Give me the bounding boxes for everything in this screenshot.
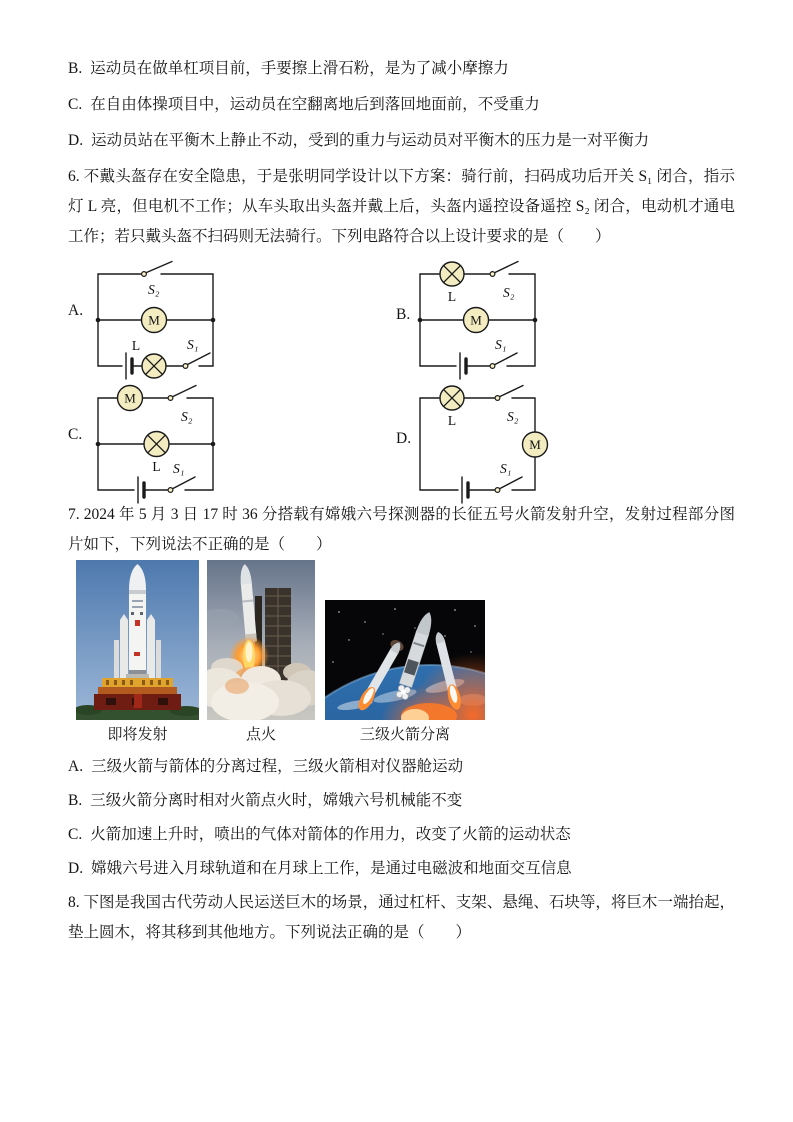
lamp-label: L [131, 338, 141, 353]
q5-option-d [68, 126, 735, 156]
smoke-clouds [207, 658, 315, 720]
junction-dot [533, 318, 538, 323]
option-label: D. [68, 132, 84, 149]
caption-stage-separation: 三级火箭分离 [359, 727, 450, 743]
circuit-diagram-d [408, 384, 558, 504]
option-text: 嫦娥六号进入月球轨道和在月球上工作，是通过电磁波和地面交互信息 [91, 860, 572, 877]
motor-symbol [464, 308, 489, 333]
photo-rocket-prelaunch [76, 560, 199, 720]
switch-terminal [168, 396, 173, 401]
switch-top-label: S₂ [148, 282, 160, 297]
q5-option-b [68, 54, 735, 84]
lamp-symbol [440, 386, 464, 410]
circuit-c-label: C. [68, 426, 83, 443]
motor-symbol [142, 308, 167, 333]
circuit-a-label: A. [68, 302, 84, 319]
svg-text:M: M [470, 312, 482, 328]
option-text: 在自由体操项目中，运动员在空翻离地后到落回地面前，不受重力 [90, 96, 540, 113]
circuit-diagram-a [86, 260, 236, 380]
option-text: 运动员在做单杠项目前，手要擦上滑石粉，是为了减小摩擦力 [90, 60, 509, 77]
caption-prelaunch: 即将发射 [107, 727, 168, 743]
lamp-symbol [440, 262, 464, 286]
lamp-label: L [447, 289, 457, 304]
switch-terminal [168, 488, 173, 493]
junction-dot [418, 318, 423, 323]
motor-symbol [118, 386, 143, 411]
q6-stem: 6. 不戴头盔存在安全隐患，于是张明同学设计以下方案：骑行前，扫码成功后开关 S₁ 闭合，指示灯 L 亮，但电机不工作；从车头取出头盔并戴上后，头盔内遥控设备遥控 S₂ 闭合，电动机才通电工作；若只戴头盔不扫码则无法骑行。下列电路符合以上设计要求的是（ ） [68, 168, 735, 245]
switch-terminal [495, 488, 500, 493]
circuit-c-svg [86, 384, 236, 504]
circuit-b-svg [408, 260, 558, 380]
q7-option-b [68, 786, 735, 816]
option-text: 运动员站在平衡木上静止不动，受到的重力与运动员对平衡木的压力是一对平衡力 [91, 132, 650, 149]
option-label: A. [68, 758, 84, 775]
option-label: C. [68, 826, 83, 843]
circuit-diagram-c [86, 384, 236, 504]
caption-ignition: 点火 [245, 727, 276, 743]
circuit-diagram-b [408, 260, 558, 380]
wires [420, 386, 535, 504]
option-label: B. [68, 60, 83, 77]
switch-terminal [490, 272, 495, 277]
svg-text:M: M [529, 437, 541, 452]
svg-text:M: M [124, 390, 136, 406]
svg-text:M: M [148, 312, 160, 328]
option-label: D. [68, 860, 84, 877]
lamp-label: L [152, 459, 161, 474]
lamp-label: L [447, 413, 457, 428]
q7-photos [68, 560, 735, 752]
junction-dot [211, 442, 216, 447]
q7-option-d [68, 854, 735, 884]
switch-terminal [183, 364, 188, 369]
junction-dot [96, 442, 101, 447]
q7-option-a [68, 752, 735, 782]
circuit-d-svg [408, 384, 558, 504]
q6-circuit-options [68, 254, 735, 500]
option-label: B. [68, 792, 83, 809]
q8-stem: 8. 下图是我国古代劳动人民运送巨木的场景，通过杠杆、支架、悬绳、石块等，将巨木一端抬起，垫上圆木，将其移到其他地方。下列说法正确的是（ ） [68, 894, 735, 941]
switch-terminal [495, 396, 500, 401]
switch-top-label: S₂ [503, 285, 515, 300]
option-text: 三级火箭与箭体的分离过程，三级火箭相对仪器舱运动 [91, 758, 464, 775]
q5-option-c [68, 90, 735, 120]
switch-bottom-label: S₁ [187, 337, 199, 352]
q7-option-c [68, 820, 735, 850]
page-content [68, 54, 735, 948]
photo-stage-separation [325, 600, 485, 720]
option-text: 三级火箭分离时相对火箭点火时，嫦娥六号机械能不变 [90, 792, 463, 809]
switch-bottom-label: S₁ [500, 461, 512, 476]
option-text: 火箭加速上升时，喷出的气体对箭体的作用力，改变了火箭的运动状态 [90, 826, 571, 843]
lamp-symbol [144, 432, 169, 457]
circuit-b-label: B. [396, 306, 411, 323]
circuit-d-label: D. [396, 430, 412, 447]
junction-dot [96, 318, 101, 323]
option-label: C. [68, 96, 83, 113]
switch-bottom-label: S₁ [495, 337, 507, 352]
photo-rocket-ignition [207, 560, 315, 720]
switch-top-label: S₂ [181, 409, 193, 424]
switch-terminal [142, 272, 147, 277]
switch-terminal [490, 364, 495, 369]
junction-dot [211, 318, 216, 323]
motor-symbol [523, 432, 548, 457]
switch-top-label: S₂ [507, 409, 519, 424]
circuit-a-svg [86, 260, 236, 380]
q7-stem: 7. 2024 年 5 月 3 日 17 时 36 分搭载有嫦娥六号探测器的长征五号火箭发射升空，发射过程部分图片如下，下列说法不正确的是（ ） [68, 506, 735, 553]
lamp-symbol [142, 354, 166, 378]
switch-bottom-label: S₁ [173, 461, 185, 476]
